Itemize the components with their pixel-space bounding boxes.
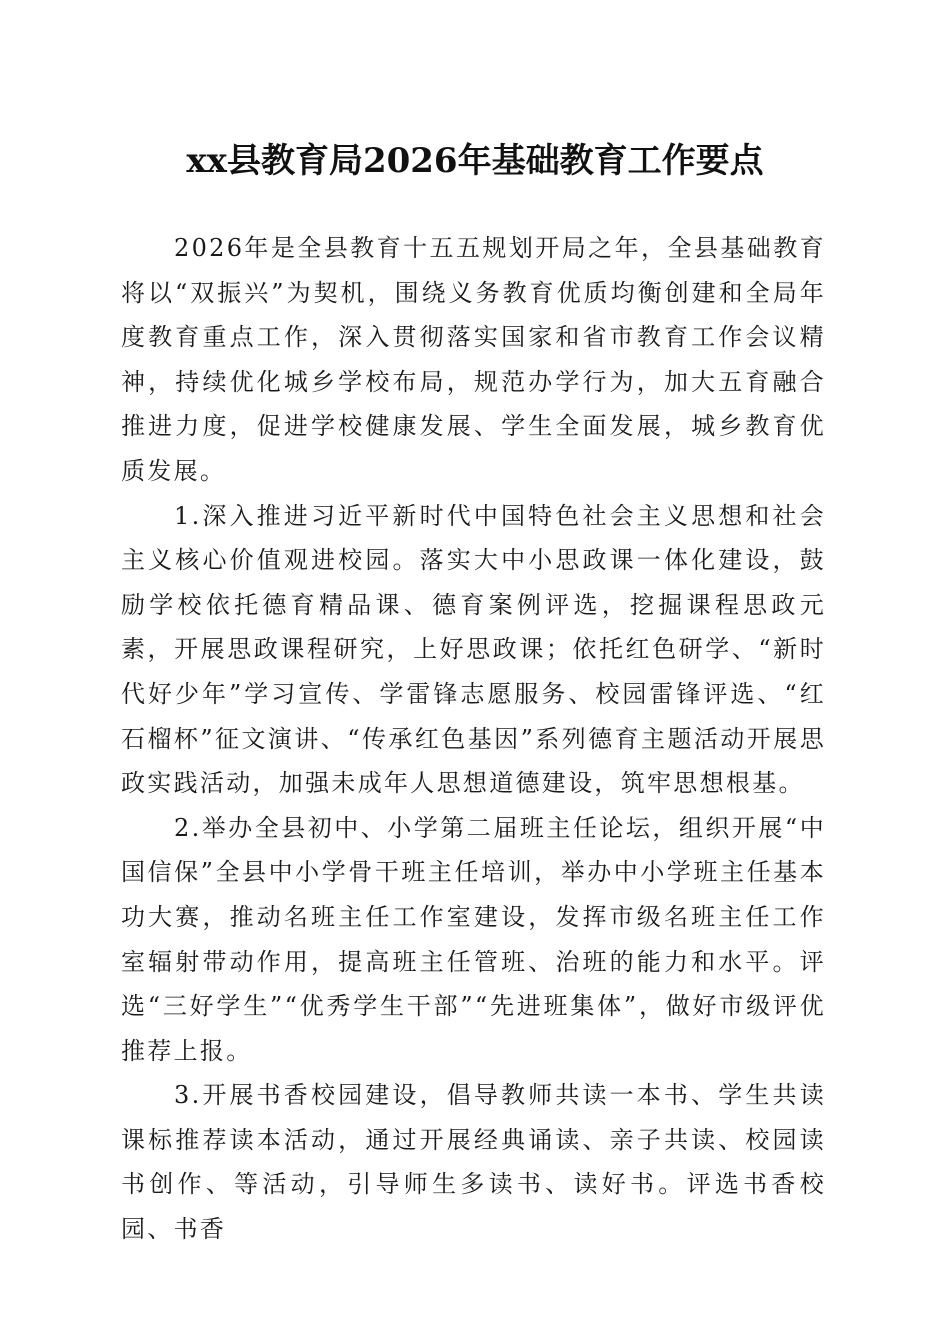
paragraph-item-2: 2.举办全县初中、小学第二届班主任论坛，组织开展“中国信保”全县中小学骨干班主任培训，举办中小学班主任基本功大赛，推动名班主任工作室建设，发挥市级名班主任工作室辐射带动作用，提高班主任管班、治班的能力和水平。评选“三好学生”“优秀学生干部”“先进班集体”，做好市级评优推荐上报。 — [121, 813, 826, 1065]
paragraph-item-3: 3.开展书香校园建设，倡导教师共读一本书、学生共读课标推荐读本活动，通过开展经典诵读、亲子共读、校园读书创作、等活动，引导师生多读书、读好书。评选书香校园、书香 — [121, 1081, 826, 1244]
document-body — [121, 226, 826, 1252]
document-title: xx县教育局2026年基础教育工作要点 — [186, 141, 764, 181]
intro-paragraph: 2026年是全县教育十五五规划开局之年，全县基础教育将以“双振兴”为契机，围绕义务教育优质均衡创建和全局年度教育重点工作，深入贯彻落实国家和省市教育工作会议精神，持续优化城乡学校布局，规范办学行为，加大五育融合推进力度，促进学校健康发展、学生全面发展，城乡教育优质发展。 — [121, 234, 826, 485]
paragraph-item-1: 1.深入推进习近平新时代中国特色社会主义思想和社会主义核心价值观进校园。落实大中小思政课一体化建设，鼓励学校依托德育精品课、德育案例评选，挖掘课程思政元素，开展思政课程研究，上好思政课；依托红色研学、“新时代好少年”学习宣传、学雷锋志愿服务、校园雷锋评选、“红石榴杯”征文演讲、“传承红色基因”系列德育主题活动开展思政实践活动，加强未成年人思想道德建设，筑牢思想根基。 — [121, 501, 826, 798]
